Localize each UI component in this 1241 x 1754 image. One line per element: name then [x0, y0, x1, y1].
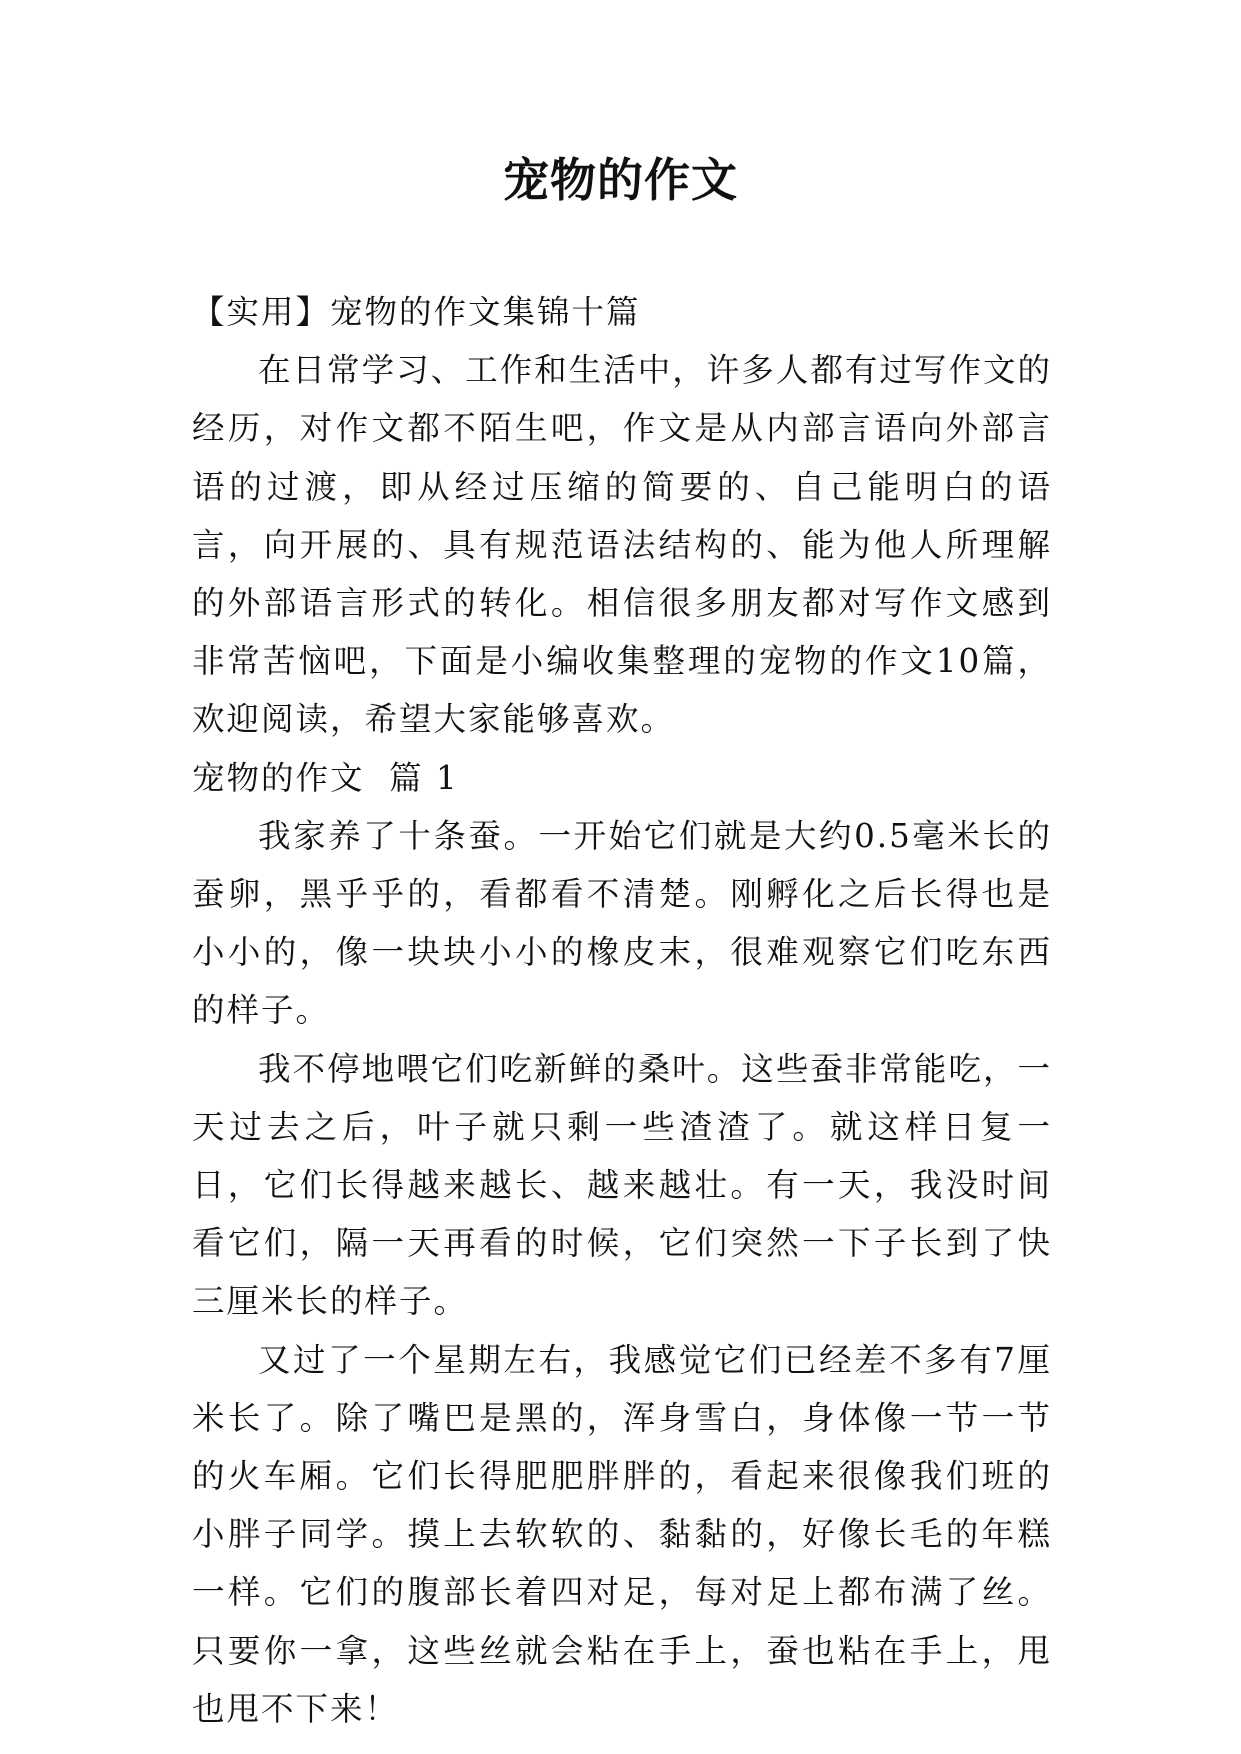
- body-paragraph-1: 我家养了十条蚕。一开始它们就是大约0.5毫米长的蚕卵，黑乎乎的，看都看不清楚。刚孵化之后长得也是小小的，像一块块小小的橡皮末，很难观察它们吃东西的样子。: [192, 816, 1052, 1030]
- intro-paragraph: 在日常学习、工作和生活中，许多人都有过写作文的经历，对作文都不陌生吧，作文是从内部言语向外部言语的过渡，即从经过压缩的简要的、自己能明白的语言，向开展的、具有规范语法结构的、能为他人所理解的外部语言形式的转化。相信很多朋友都对写作文感到非常苦恼吧，下面是小编收集整理的宠物的作文10篇，欢迎阅读，希望大家能够喜欢。: [192, 351, 1052, 739]
- body-paragraph-2: 我不停地喂它们吃新鲜的桑叶。这些蚕非常能吃，一天过去之后，叶子就只剩一些渣渣了。就这样日复一日，它们长得越来越长、越来越壮。有一天，我没时间看它们，隔一天再看的时候，它们突然一下子长到了快三厘米长的样子。: [192, 1049, 1052, 1321]
- document-body: [192, 283, 1052, 1738]
- document-title: 宠物的作文: [503, 153, 738, 207]
- document-subtitle: 【实用】宠物的作文集锦十篇: [192, 293, 641, 331]
- section-heading: 宠物的作文 篇 1: [192, 758, 459, 797]
- body-paragraph-3: 又过了一个星期左右，我感觉它们已经差不多有7厘米长了。除了嘴巴是黑的，浑身雪白，身体像一节一节的火车厢。它们长得肥肥胖胖的，看起来很像我们班的小胖子同学。摸上去软软的、黏黏的，好像长毛的年糕一样。它们的腹部长着四对足，每对足上都布满了丝。只要你一拿，这些丝就会粘在手上，蚕也粘在手上，甩也甩不下来！: [192, 1340, 1052, 1728]
